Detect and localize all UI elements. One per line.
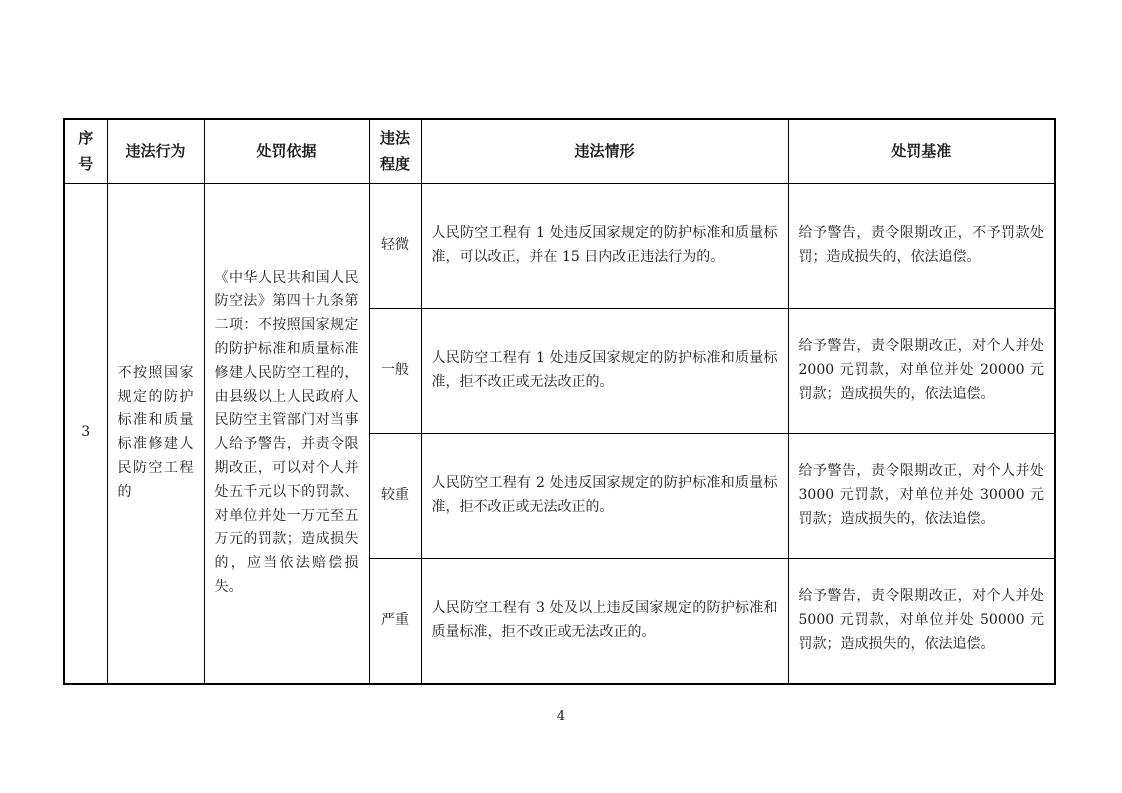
header-basis: 处罚依据	[204, 119, 369, 184]
penalty-cell: 给予警告，责令限期改正，对个人并处 2000 元罚款，对单位并处 20000 元罚款；造成损失的，依法追偿。	[788, 309, 1055, 434]
table-row	[64, 184, 1055, 309]
situation-cell: 人民防空工程有 2 处违反国家规定的防护标准和质量标准，拒不改正或无法改正的。	[421, 434, 788, 559]
situation-cell: 人民防空工程有 1 处违反国家规定的防护标准和质量标准，可以改正，并在 15 日内改正违法行为的。	[421, 184, 788, 309]
page-number: 4	[556, 709, 566, 724]
degree-cell: 严重	[369, 559, 421, 684]
situation-cell: 人民防空工程有 3 处及以上违反国家规定的防护标准和质量标准，拒不改正或无法改正的。	[421, 559, 788, 684]
header-behavior: 违法行为	[107, 119, 204, 184]
header-situation: 违法情形	[421, 119, 788, 184]
header-serial: 序号	[64, 119, 107, 184]
header-penalty: 处罚基准	[788, 119, 1055, 184]
serial-number-cell: 3	[64, 184, 107, 684]
situation-cell: 人民防空工程有 1 处违反国家规定的防护标准和质量标准，拒不改正或无法改正的。	[421, 309, 788, 434]
penalty-rule-table	[63, 118, 1056, 685]
degree-cell: 较重	[369, 434, 421, 559]
degree-cell: 一般	[369, 309, 421, 434]
illegal-behavior-cell: 不按照国家规定的防护标准和质量标准修建人民防空工程的	[107, 184, 204, 684]
degree-cell: 轻微	[369, 184, 421, 309]
penalty-cell: 给予警告，责令限期改正，不予罚款处罚；造成损失的，依法追偿。	[788, 184, 1055, 309]
penalty-basis-cell: 《中华人民共和国人民防空法》第四十九条第二项：不按照国家规定的防护标准和质量标准修建人民防空工程的，由县级以上人民政府人民防空主管部门对当事人给予警告，并责令限期改正，可以对个人并处五千元以下的罚款、对单位并处一万元至五万元的罚款；造成损失的，应当依法赔偿损失。	[204, 184, 369, 684]
penalty-cell: 给予警告，责令限期改正，对个人并处 5000 元罚款，对单位并处 50000 元罚款；造成损失的，依法追偿。	[788, 559, 1055, 684]
penalty-cell: 给予警告，责令限期改正，对个人并处 3000 元罚款，对单位并处 30000 元罚款；造成损失的，依法追偿。	[788, 434, 1055, 559]
table-header-row	[64, 119, 1055, 184]
header-degree: 违法程度	[369, 119, 421, 184]
